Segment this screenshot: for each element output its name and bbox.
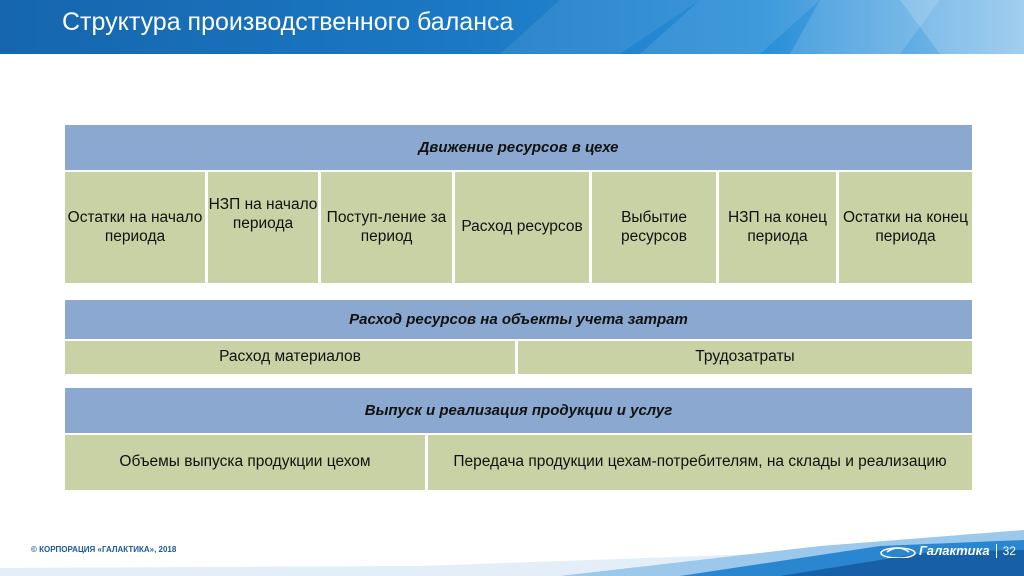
movement-cell-opening-balance: Остатки на начало периода [65,172,205,283]
consumption-cell-materials: Расход материалов [65,341,515,374]
galaktika-logo-icon [879,544,917,558]
copyright-text: © КОРПОРАЦИЯ «ГАЛАКТИКА», 2018 [31,545,177,554]
page-number: 32 [1002,543,1016,558]
output-row [65,435,972,490]
company-logo [879,543,1016,558]
movement-row [65,172,972,283]
logo-separator [996,544,997,558]
movement-cell-closing-balance: Остатки на конец периода [839,172,972,283]
output-header: Выпуск и реализация продукции и услуг [65,387,972,433]
output-cell-transfer: Передача продукции цехам-потребителям, на склады и реализацию [428,435,972,490]
consumption-header: Расход ресурсов на объекты учета затрат [65,299,972,339]
movement-header: Движение ресурсов в цехе [65,124,972,170]
output-cell-volumes: Объемы выпуска продукции цехом [65,435,425,490]
output-block [65,387,972,490]
movement-block [65,124,972,283]
consumption-cell-labor: Трудозатраты [518,341,972,374]
movement-cell-wip-end: НЗП на конец периода [719,172,836,283]
movement-cell-consumption: Расход ресурсов [455,172,589,283]
logo-text: Галактика [919,543,990,558]
slide-title: Структура производственного баланса [62,8,514,36]
movement-cell-wip-start: НЗП на начало периода [208,172,318,283]
movement-cell-disposal: Выбытие ресурсов [592,172,716,283]
consumption-block [65,299,972,374]
consumption-row [65,341,972,374]
movement-cell-receipt: Поступ-ление за период [321,172,452,283]
slide-header [0,0,1024,54]
